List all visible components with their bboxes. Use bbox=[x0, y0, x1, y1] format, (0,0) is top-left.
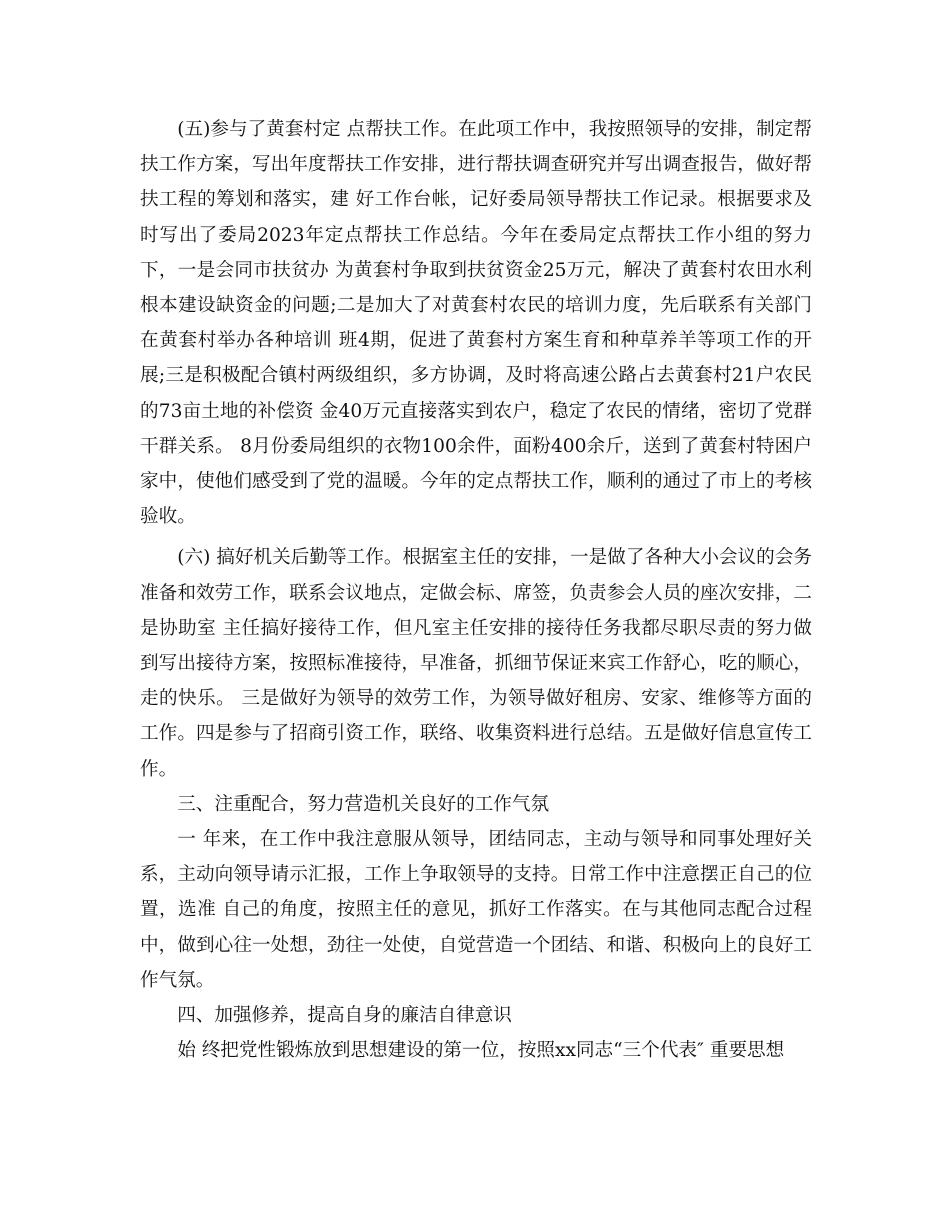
paragraph-five-poverty-aid: (五)参与了黄套村定 点帮扶工作。在此项工作中，我按照领导的安排，制定帮扶工作方案，写出年度帮扶工作安排，进行帮扶调查研究并写出调查报告，做好帮扶工程的筹划和落实，建 好工作台帐，记好委局领导帮扶工作记录。根据要求及时写出了委局2023年定点帮扶工作总结。今年在委局定点帮扶工作小组的努力下，一是会同市扶贫办 为黄套村争取到扶贫资金25万元，解决了黄套村农田水利根本建设缺资金的问题;二是加大了对黄套村农民的培训力度，先后联系有关部门在黄套村举办各种培训 班4期，促进了黄套村方案生育和种草养羊等项工作的开展;三是积极配合镇村两级组织，多方协调，及时将高速公路占去黄套村21户农民的73亩土地的补偿资 金40万元直接落实到农户，稳定了农民的情绪，密切了党群干群关系。 8月份委局组织的衣物100余件，面粉400余斤，送到了黄套村特困户家中，使他们感受到了党的温暖。今年的定点帮扶工作，顺利的通过了市上的考核验收。 bbox=[140, 119, 812, 528]
paragraph-cooperation: 一 年来，在工作中我注意服从领导，团结同志，主动与领导和同事处理好关系，主动向领导请示汇报，工作上争取领导的支持。日常工作中注意摆正自己的位置，选准 自己的角度，按照主任的意见，抓好工作落实。在与其他同志配合过程中，做到心往一处想，劲往一处使，自觉营造一个团结、和谐、积极向上的良好工作气氛。 bbox=[140, 829, 812, 991]
paragraph-self-discipline: 始 终把党性锻炼放到思想建设的第一位，按照xx同志“三个代表″ 重要思想 bbox=[177, 1040, 785, 1062]
section-heading-four: 四、加强修养，提高自身的廉洁自律意识 bbox=[177, 1005, 512, 1027]
document-page bbox=[140, 112, 812, 1068]
paragraph-six-logistics: (六) 搞好机关后勤等工作。根据室主任的安排，一是做了各种大小会议的会务准备和效劳工作，联系会议地点，定做会标、席签，负责参会人员的座次安排，二是协助室 主任搞好接待工作，但凡室主任安排的接待任务我都尽职尽责的努力做到写出接待方案，按照标准接待，早准备，抓细节保证来宾工作舒心，吃的顺心，走的快乐。 三是做好为领导的效劳工作，为领导做好租房、安家、维修等方面的工作。四是参与了招商引资工作，联络、收集资料进行总结。五是做好信息宣传工作。 bbox=[140, 547, 812, 780]
section-heading-three: 三、注重配合，努力营造机关良好的工作气氛 bbox=[177, 793, 550, 815]
